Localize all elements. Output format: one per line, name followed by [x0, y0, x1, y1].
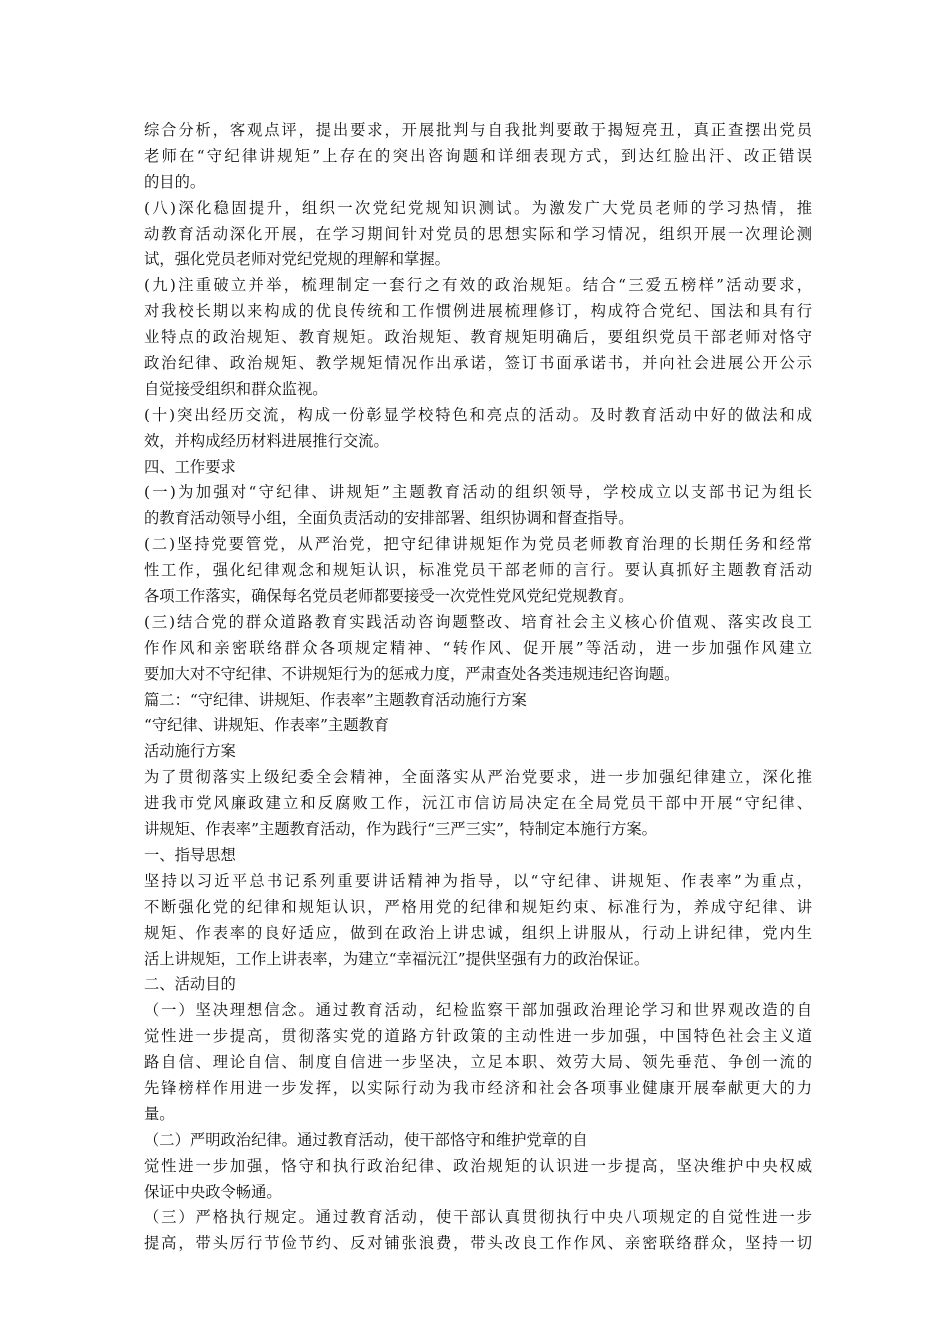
text-line: 提高，带头厉行节俭节约、反对铺张浪费，带头改良工作作风、亲密联络群众，坚持一切 — [144, 1234, 812, 1253]
text-line: 的教育活动领导小组，全面负责活动的安排部署、组织协调和督查指导。 — [144, 509, 634, 528]
text-line: 为了贯彻落实上级纪委全会精神，全面落实从严治党要求，进一步加强纪律建立，深化推 — [144, 768, 812, 787]
text-line: 进我市党风廉政建立和反腐败工作，沅江市信访局决定在全局党员干部中开展“守纪律、 — [144, 794, 812, 813]
text-line: 活上讲规矩，工作上讲表率，为建立“幸福沅江”提供坚强有力的政治保证。 — [144, 949, 650, 968]
text-line: (十)突出经历交流，构成一份彰显学校特色和亮点的活动。及时教育活动中好的做法和成 — [144, 405, 812, 424]
text-line: 作作风和亲密联络群众各项规定精神、“转作风、促开展”等活动，进一步加强作风建立 — [144, 638, 812, 657]
text-line: 老师在“守纪律讲规矩”上存在的突出咨询题和详细表现方式，到达红脸出汗、改正错误 — [144, 146, 812, 165]
text-line: 保证中央政令畅通。 — [144, 1182, 282, 1201]
text-line: 一、指导思想 — [144, 845, 236, 864]
text-line: （二）严明政治纪律。通过教育活动，使干部恪守和维护党章的自 — [144, 1130, 588, 1149]
text-line: (三)结合党的群众道路教育实践活动咨询题整改、培育社会主义核心价值观、落实改良工 — [144, 612, 812, 631]
text-line: 不断强化党的纪律和规矩认识，严格用党的纪律和规矩约束、标准行为，养成守纪律、讲 — [144, 897, 812, 916]
text-line: (一)为加强对“守纪律、讲规矩”主题教育活动的组织领导，学校成立以支部书记为组长 — [144, 483, 812, 502]
text-line: “守纪律、讲规矩、作表率”主题教育 — [144, 716, 390, 735]
text-line: （一）坚决理想信念。通过教育活动，纪检监察干部加强政治理论学习和世界观改造的自 — [144, 1001, 812, 1020]
text-line: 讲规矩、作表率”主题教育活动，作为践行“三严三实”，特制定本施行方案。 — [144, 820, 657, 839]
text-line: (八)深化稳固提升，组织一次党纪党规知识测试。为激发广大党员老师的学习热情，推 — [144, 198, 812, 217]
text-line: 觉性进一步提高，贯彻落实党的道路方针政策的主动性进一步加强，中国特色社会主义道 — [144, 1027, 812, 1046]
text-line: 综合分析，客观点评，提出要求，开展批判与自我批判要敢于揭短亮丑，真正查摆出党员 — [144, 121, 812, 139]
text-line: 篇二：“守纪律、讲规矩、作表率”主题教育活动施行方案 — [144, 690, 527, 709]
text-line: 试，强化党员老师对党纪党规的理解和掌握。 — [144, 250, 450, 269]
text-line: 性工作，强化纪律观念和规矩认识，标准党员干部老师的言行。要认真抓好主题教育活动 — [144, 561, 812, 580]
text-line: 规矩、作表率的良好适应，做到在政治上讲忠诚，组织上讲服从，行动上讲纪律，党内生 — [144, 923, 812, 942]
text-line: 效，并构成经历材料进展推行交流。 — [144, 431, 389, 450]
text-line: 动教育活动深化开展，在学习期间针对党员的思想实际和学习情况，组织开展一次理论测 — [144, 224, 812, 243]
text-line: (九)注重破立并举，梳理制定一套行之有效的政治规矩。结合“三爱五榜样”活动要求， — [144, 276, 812, 295]
text-line: 坚持以习近平总书记系列重要讲话精神为指导，以“守纪律、讲规矩、作表率”为重点， — [144, 871, 812, 890]
document-page — [144, 118, 812, 1257]
text-line: 觉性进一步加强，恪守和执行政治纪律、政治规矩的认识进一步提高，坚决维护中央权威 — [144, 1156, 812, 1175]
text-line: 二、活动目的 — [144, 975, 236, 994]
text-line: 各项工作落实，确保每名党员老师都要接受一次党性党风党纪党规教育。 — [144, 587, 634, 606]
text-line: 对我校长期以来构成的优良传统和工作惯例进展梳理修订，构成符合党纪、国法和具有行 — [144, 302, 812, 321]
text-line: 业特点的政治规矩、教育规矩。政治规矩、教育规矩明确后，要组织党员干部老师对恪守 — [144, 328, 812, 347]
text-line: 要加大对不守纪律、不讲规矩行为的惩戒力度，严肃查处各类违规违纪咨询题。 — [144, 664, 680, 683]
text-line: (二)坚持党要管党，从严治党，把守纪律讲规矩作为党员老师教育治理的长期任务和经常 — [144, 535, 812, 554]
text-line: 政治纪律、政治规矩、教学规矩情况作出承诺，签订书面承诺书，并向社会进展公开公示 — [144, 354, 812, 373]
text-line: 自觉接受组织和群众监视。 — [144, 379, 328, 398]
text-line: 先锋榜样作用进一步发挥，以实际行动为我市经济和社会各项事业健康开展奉献更大的力 — [144, 1078, 812, 1097]
text-line: （三）严格执行规定。通过教育活动，使干部认真贯彻执行中央八项规定的自觉性进一步 — [144, 1208, 812, 1227]
text-line: 活动施行方案 — [144, 742, 236, 761]
text-line: 路自信、理论自信、制度自信进一步坚决，立足本职、效劳大局、领先垂范、争创一流的 — [144, 1053, 812, 1072]
text-line: 量。 — [144, 1104, 175, 1123]
text-line: 的目的。 — [144, 172, 206, 191]
text-line: 四、工作要求 — [144, 457, 236, 476]
